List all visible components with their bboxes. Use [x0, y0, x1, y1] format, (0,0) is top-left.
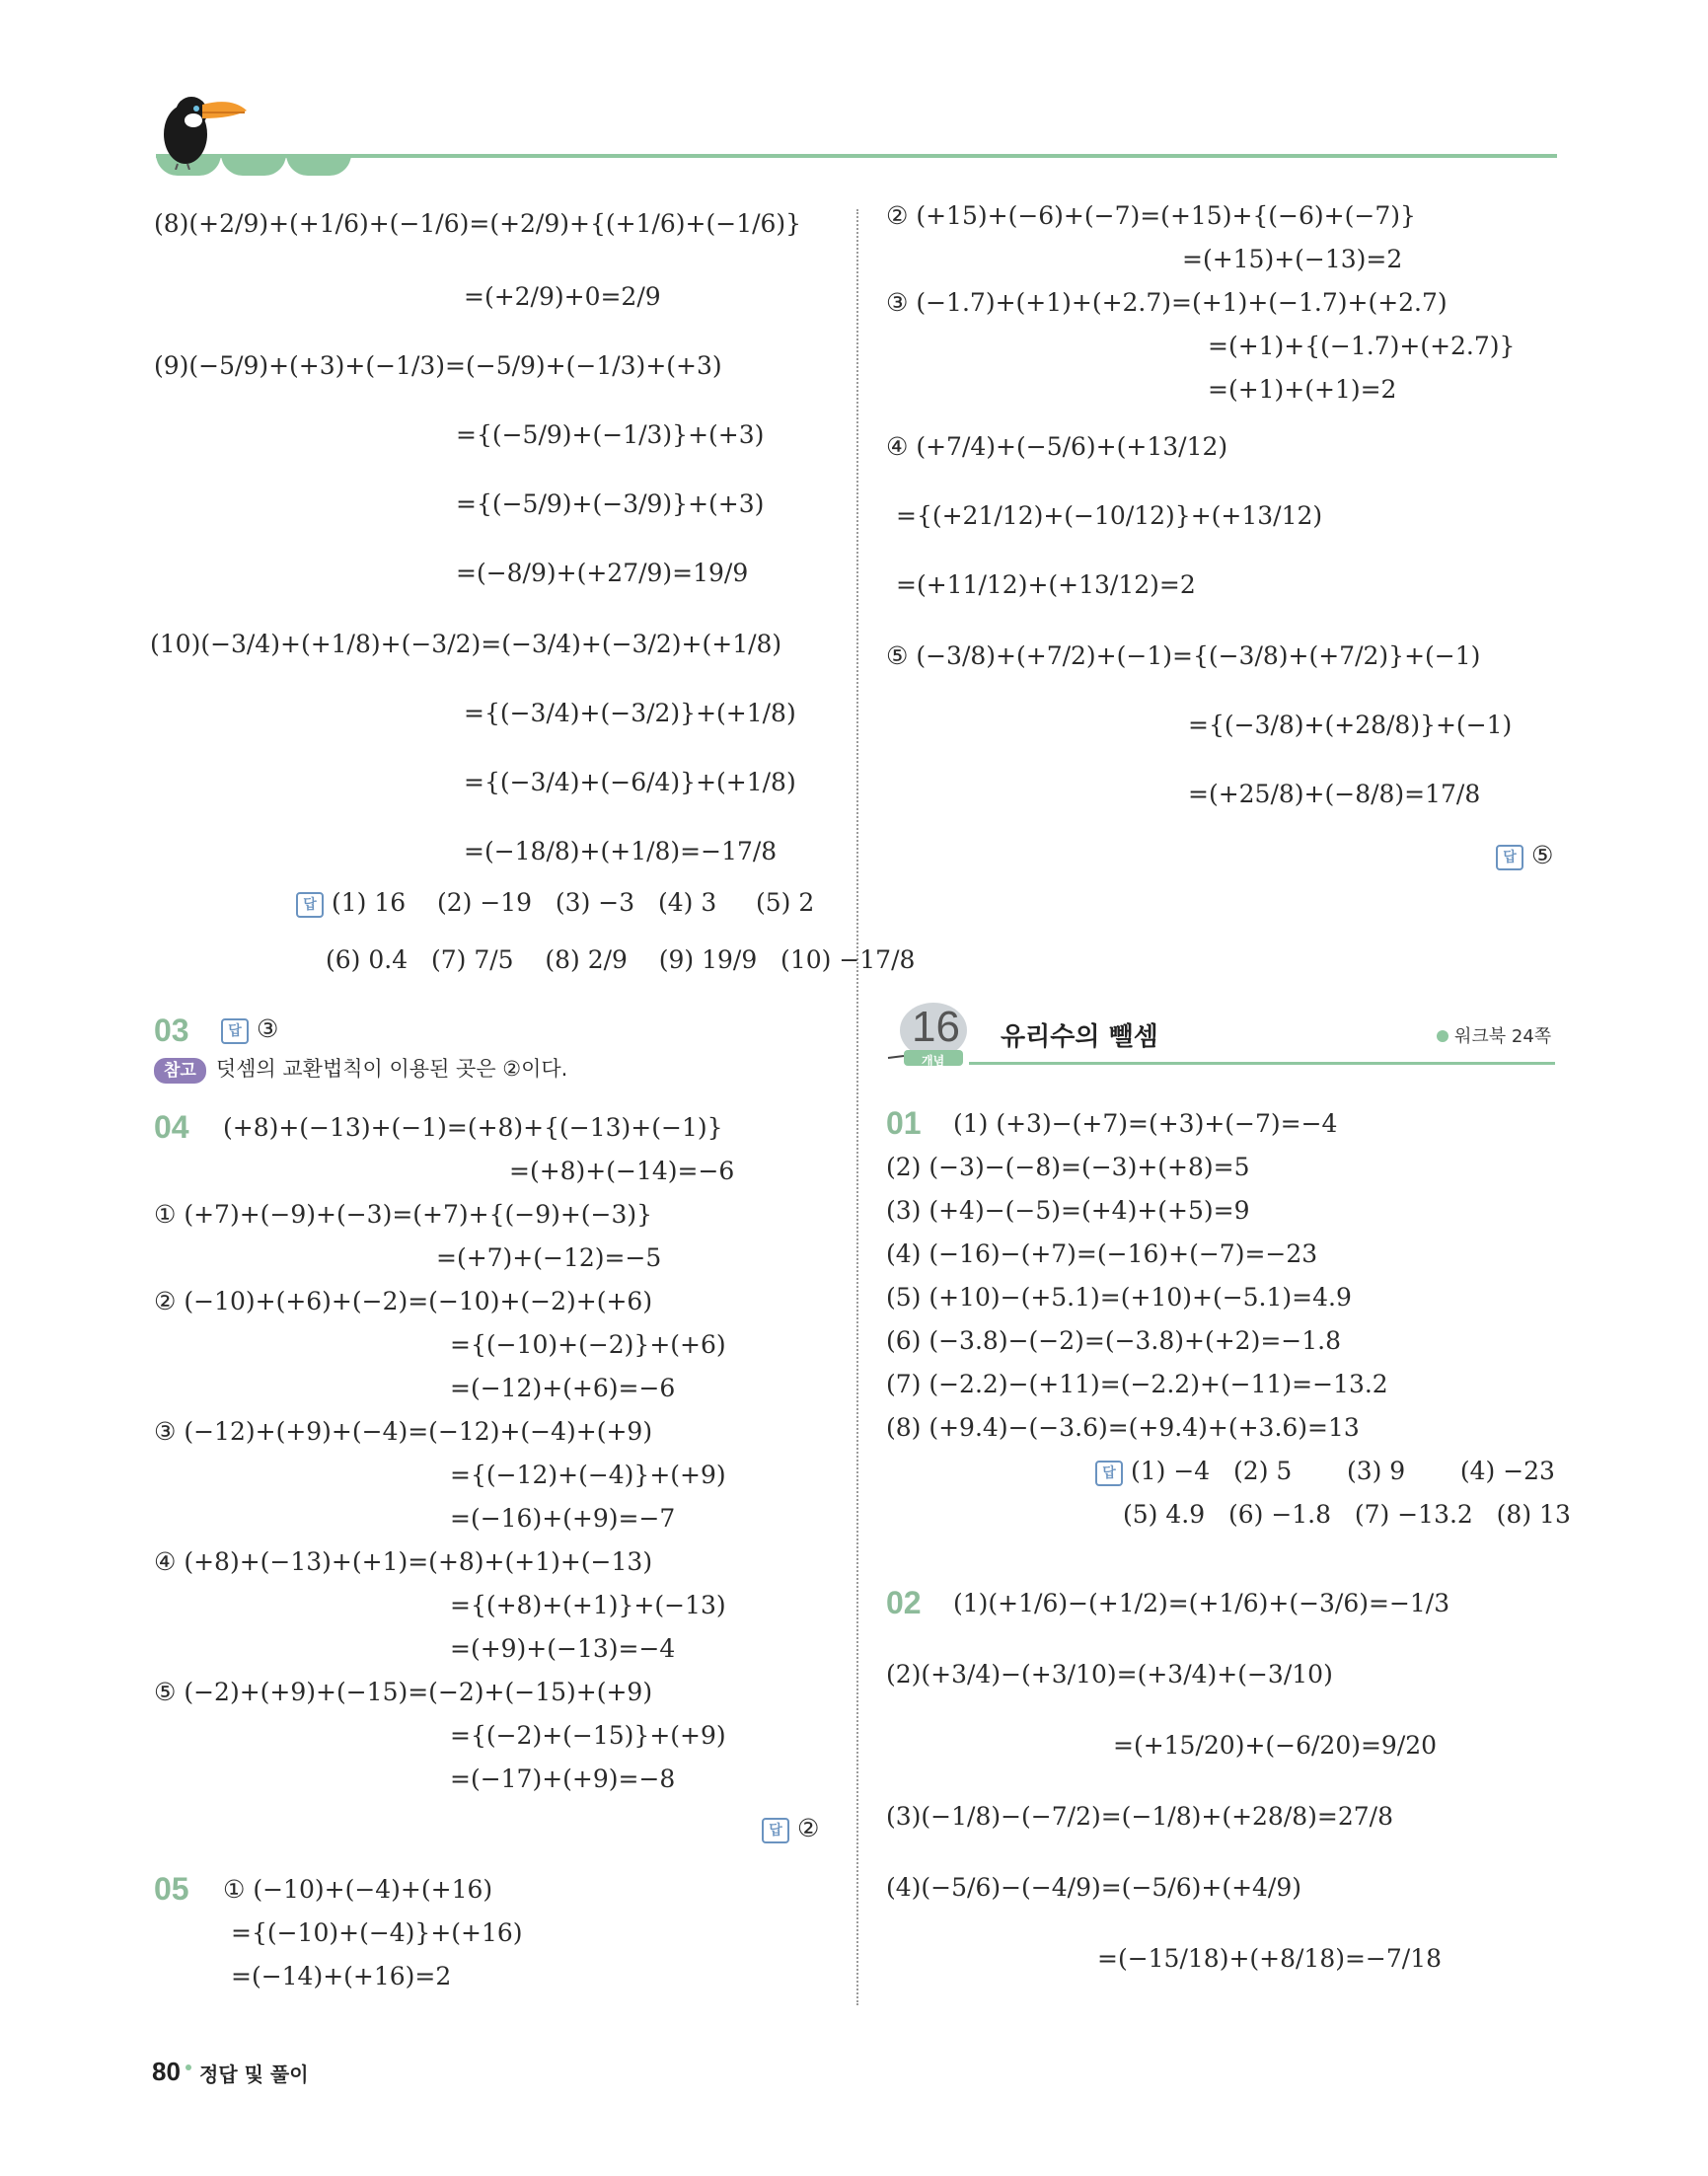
workbook-text: 워크북 24쪽 — [1454, 1026, 1552, 1047]
q02-9-line: ={(−5/9)+(−3/9)}+(+3) — [456, 489, 765, 518]
q03-number: 03 — [154, 1013, 189, 1048]
q02-line: =(+15/20)+(−6/20)=9/20 — [1113, 1731, 1438, 1760]
section-title: 유리수의 뺄셈 — [1001, 1022, 1158, 1052]
q04-line: ={(−10)+(−2)}+(+6) — [450, 1330, 726, 1359]
answer-icon: 답 — [221, 1018, 249, 1044]
q01-answer-row — [1095, 1455, 1555, 1488]
section-rule — [969, 1062, 1555, 1065]
q01-line: (1) (+3)−(+7)=(+3)+(−7)=−4 — [953, 1109, 1338, 1138]
q04-cont-line: =(+25/8)+(−8/8)=17/8 — [1188, 780, 1481, 808]
q03-answer — [221, 1013, 278, 1046]
q04-answer-value: ② — [797, 1814, 820, 1842]
q02-8-line: =(+2/9)+0=2/9 — [464, 282, 661, 311]
q04-cont-line: =(+1)+(+1)=2 — [1208, 375, 1397, 404]
q04-line: ={(−2)+(−15)}+(+9) — [450, 1721, 726, 1750]
q03-answer-value: ③ — [257, 1014, 279, 1043]
q02-line: (1)(+1/6)−(+1/2)=(+1/6)+(−3/6)=−1/3 — [953, 1589, 1450, 1617]
header-rule — [156, 154, 1557, 158]
q02-10-line: ={(−3/4)+(−6/4)}+(+1/8) — [464, 768, 796, 796]
q02-line: (3)(−1/8)−(−7/2)=(−1/8)+(+28/8)=27/8 — [886, 1802, 1394, 1831]
answer-icon: 답 — [1496, 845, 1523, 870]
q05-line: =(−14)+(+16)=2 — [231, 1962, 452, 1990]
q04-cont-line: =(+11/12)+(+13/12)=2 — [896, 570, 1196, 599]
q02-number: 02 — [886, 1585, 922, 1620]
q04-cont-line: ④ (+7/4)+(−5/6)+(+13/12) — [886, 432, 1228, 461]
q04-line: ① (+7)+(−9)+(−3)=(+7)+{(−9)+(−3)} — [154, 1200, 653, 1229]
q04-line: ={(−12)+(−4)}+(+9) — [450, 1461, 726, 1489]
answer-icon: 답 — [762, 1818, 789, 1843]
q02-line: =(−15/18)+(+8/18)=−7/18 — [1097, 1944, 1443, 1973]
q04-line: ④ (+8)+(−13)+(+1)=(+8)+(+1)+(−13) — [154, 1547, 653, 1576]
q01-answer-row: (5) 4.9 (6) −1.8 (7) −13.2 (8) 13 — [1123, 1500, 1571, 1529]
q04-cont-line: ⑤ (−3/8)+(+7/2)+(−1)={(−3/8)+(+7/2)}+(−1) — [886, 641, 1481, 670]
q04-cont-line: ③ (−1.7)+(+1)+(+2.7)=(+1)+(−1.7)+(+2.7) — [886, 288, 1448, 317]
workbook-ref — [1437, 1022, 1551, 1048]
q01-line: (8) (+9.4)−(−3.6)=(+9.4)+(+3.6)=13 — [886, 1413, 1360, 1442]
q05-line: ={(−10)+(−4)}+(+16) — [231, 1918, 523, 1947]
q04-cont-line: ={(+21/12)+(−10/12)}+(+13/12) — [896, 501, 1323, 530]
q04-answer — [762, 1812, 819, 1845]
q01-line: (5) (+10)−(+5.1)=(+10)+(−5.1)=4.9 — [886, 1283, 1352, 1312]
column-divider — [856, 209, 858, 2005]
q01-line: (2) (−3)−(−8)=(−3)+(+8)=5 — [886, 1153, 1250, 1181]
q02-answer-text: (1) 16 (2) −19 (3) −3 (4) 3 (5) 2 — [332, 888, 815, 917]
section-number: 16 — [912, 1003, 960, 1051]
reference-badge: 참고 — [154, 1058, 206, 1084]
bullet-icon — [1437, 1030, 1448, 1042]
toucan-icon — [148, 91, 257, 170]
q01-number: 01 — [886, 1105, 922, 1141]
q01-line: (7) (−2.2)−(+11)=(−2.2)+(−11)=−13.2 — [886, 1370, 1388, 1398]
q02-10-line: =(−18/8)+(+1/8)=−17/8 — [464, 837, 778, 865]
q01-answer-text: (1) −4 (2) 5 (3) 9 (4) −23 — [1131, 1457, 1555, 1485]
answer-icon: 답 — [1095, 1461, 1123, 1486]
q05-line: ① (−10)+(−4)+(+16) — [223, 1875, 493, 1904]
q01-line: (4) (−16)−(+7)=(−16)+(−7)=−23 — [886, 1239, 1318, 1268]
q04-cont-line: =(+1)+{(−1.7)+(+2.7)} — [1208, 332, 1516, 360]
q02-9-line: (9)(−5/9)+(+3)+(−1/3)=(−5/9)+(−1/3)+(+3) — [154, 351, 722, 380]
q04-cont-answer-value: ⑤ — [1531, 841, 1554, 869]
q04-cont-line: ② (+15)+(−6)+(−7)=(+15)+{(−6)+(−7)} — [886, 201, 1416, 230]
section-tag: 개념 — [922, 1054, 945, 1068]
q04-line: =(−12)+(+6)=−6 — [450, 1374, 676, 1402]
q04-line: (+8)+(−13)+(−1)=(+8)+{(−13)+(−1)} — [223, 1113, 723, 1142]
q04-line: =(+7)+(−12)=−5 — [436, 1243, 662, 1272]
footer-label: 정답 및 풀이 — [199, 2063, 309, 2086]
q04-line: ② (−10)+(+6)+(−2)=(−10)+(−2)+(+6) — [154, 1287, 653, 1315]
q04-cont-line: ={(−3/8)+(+28/8)}+(−1) — [1188, 711, 1513, 739]
q02-9-line: ={(−5/9)+(−1/3)}+(+3) — [456, 420, 765, 449]
q01-line: (3) (+4)−(−5)=(+4)+(+5)=9 — [886, 1196, 1250, 1225]
q04-line: =(−17)+(+9)=−8 — [450, 1764, 676, 1793]
q04-line: ={(+8)+(+1)}+(−13) — [450, 1591, 726, 1619]
q04-line: =(−16)+(+9)=−7 — [450, 1504, 676, 1533]
q05-number: 05 — [154, 1871, 189, 1907]
page-number: 80 — [152, 2057, 181, 2086]
q02-line: (4)(−5/6)−(−4/9)=(−5/6)+(+4/9) — [886, 1873, 1302, 1902]
q02-answer-row — [296, 886, 814, 920]
answer-icon: 답 — [296, 892, 324, 918]
q02-10-line: (10)(−3/4)+(+1/8)+(−3/2)=(−3/4)+(−3/2)+(+1/8) — [150, 630, 782, 658]
q04-cont-line: =(+15)+(−13)=2 — [1182, 245, 1403, 273]
q04-line: ⑤ (−2)+(+9)+(−15)=(−2)+(−15)+(+9) — [154, 1678, 653, 1706]
q01-line: (6) (−3.8)−(−2)=(−3.8)+(+2)=−1.8 — [886, 1326, 1341, 1355]
q02-line: (2)(+3/4)−(+3/10)=(+3/4)+(−3/10) — [886, 1660, 1333, 1688]
q02-answer-row: (6) 0.4 (7) 7/5 (8) 2/9 (9) 19/9 (10) −17/8 — [326, 945, 916, 974]
q04-cont-answer — [1496, 839, 1553, 872]
q04-line: =(+8)+(−14)=−6 — [509, 1157, 735, 1185]
q04-line: ③ (−12)+(+9)+(−4)=(−12)+(−4)+(+9) — [154, 1417, 653, 1446]
footer-dot — [186, 2064, 191, 2070]
q02-8-line: (8)(+2/9)+(+1/6)+(−1/6)=(+2/9)+{(+1/6)+(−1/6)} — [154, 209, 802, 238]
q03-reference — [154, 1052, 567, 1086]
q02-9-line: =(−8/9)+(+27/9)=19/9 — [456, 559, 749, 587]
q04-number: 04 — [154, 1109, 189, 1145]
header-scallop — [286, 154, 351, 176]
q04-line: =(+9)+(−13)=−4 — [450, 1634, 676, 1663]
reference-text: 덧셈의 교환법칙이 이용된 곳은 ②이다. — [215, 1057, 568, 1081]
q02-10-line: ={(−3/4)+(−3/2)}+(+1/8) — [464, 699, 796, 727]
